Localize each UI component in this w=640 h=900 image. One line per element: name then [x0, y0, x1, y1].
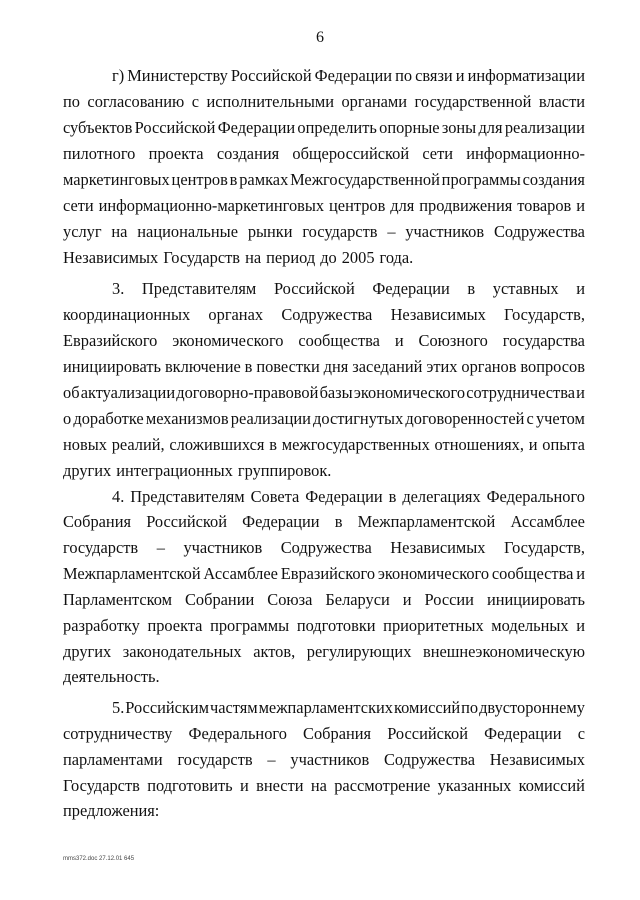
- word: и: [455, 66, 465, 85]
- word: базы: [319, 383, 353, 402]
- text-line: [63, 144, 585, 164]
- word: рынки: [247, 222, 293, 241]
- text-line: [63, 409, 585, 429]
- word: Содружества: [383, 750, 475, 769]
- word: инициировать: [63, 357, 162, 376]
- word: Российским: [125, 698, 210, 717]
- word: и: [576, 279, 585, 298]
- word: подготовки: [296, 616, 376, 635]
- word: Российской: [230, 66, 312, 85]
- word: Совета: [250, 487, 300, 506]
- word: г): [112, 66, 125, 85]
- word: реализации: [230, 409, 311, 428]
- word: экономического: [353, 383, 466, 402]
- word: с: [526, 409, 534, 428]
- word: экономического: [172, 331, 284, 350]
- word: зоны: [441, 118, 477, 137]
- word: дня: [323, 357, 349, 376]
- word: Независимых: [63, 248, 159, 267]
- word: пилотного: [63, 144, 136, 163]
- word: участников: [405, 222, 485, 241]
- word: в: [334, 512, 343, 531]
- word: 3.: [112, 279, 125, 298]
- word: Федерации: [242, 512, 320, 531]
- word: Беларуси: [325, 590, 390, 609]
- word: центров: [171, 170, 228, 189]
- word: по: [461, 698, 479, 717]
- word: координационных: [63, 305, 191, 324]
- word: Государств,: [504, 538, 585, 557]
- text-line: [63, 222, 585, 242]
- word: субъектов: [63, 118, 133, 137]
- word: Государств: [163, 248, 241, 267]
- word: национальные: [137, 222, 238, 241]
- document-footer-code: mms372.doc 27.12.01 645: [63, 856, 135, 862]
- word: Федерального: [486, 487, 585, 506]
- word: Независимых: [390, 305, 486, 324]
- word: –: [387, 222, 396, 241]
- text-line: [63, 512, 585, 532]
- word: частям: [209, 698, 258, 717]
- word: подготовить: [147, 776, 233, 795]
- word: указанных: [437, 776, 512, 795]
- text-line: [112, 279, 585, 299]
- text-line: [63, 383, 585, 403]
- word: опыта: [542, 435, 585, 454]
- text-line: [63, 331, 585, 351]
- word: связи: [415, 66, 453, 85]
- word: и: [394, 331, 404, 350]
- word: Федерации: [217, 118, 296, 137]
- word: заседаний: [352, 357, 423, 376]
- word: отношениях,: [434, 435, 524, 454]
- word: проекта: [148, 144, 204, 163]
- word: определить: [297, 118, 377, 137]
- page-number: 6: [316, 29, 324, 46]
- text-line: [63, 616, 585, 636]
- word: сообщества: [491, 564, 574, 583]
- word: новых: [63, 435, 107, 454]
- word: делегациях: [402, 487, 481, 506]
- word: Федерации: [372, 279, 450, 298]
- word: 2005: [341, 248, 375, 267]
- word: Российской: [134, 118, 216, 137]
- word: Ассамблее: [203, 564, 278, 583]
- text-line: [63, 538, 585, 558]
- word: Российской: [146, 512, 227, 531]
- word: Межпарламентской: [63, 564, 201, 583]
- word: других: [63, 642, 112, 661]
- text-line: [63, 118, 585, 138]
- word: механизмов: [145, 409, 229, 428]
- word: Представителям: [141, 279, 257, 298]
- word: с: [191, 92, 200, 111]
- word: государственной: [414, 92, 532, 111]
- word: информационно-маркетинговых: [98, 196, 325, 215]
- word: создания: [522, 170, 585, 189]
- word: межпарламентских: [258, 698, 394, 717]
- word: Российской: [387, 724, 468, 743]
- word: продвижения: [419, 196, 513, 215]
- word: модельных: [491, 616, 569, 635]
- word: Содружества: [493, 222, 585, 241]
- word: по: [63, 92, 80, 111]
- word: договорно-правовой: [176, 383, 319, 402]
- word: договоренностей: [405, 409, 525, 428]
- text-line: [63, 590, 585, 610]
- word: включение: [164, 357, 241, 376]
- word: сети: [422, 144, 453, 163]
- word: на: [245, 248, 262, 267]
- word: уставных: [492, 279, 559, 298]
- word: в: [269, 435, 277, 454]
- word: Межпарламентской: [357, 512, 496, 531]
- word: Содружества: [281, 305, 373, 324]
- word: товаров: [517, 196, 572, 215]
- word: Федерации: [314, 66, 393, 85]
- word: Представителям: [130, 487, 245, 506]
- word: сотрудничеству: [63, 724, 173, 743]
- word: Государств: [63, 776, 140, 795]
- word: маркетинговых: [63, 170, 170, 189]
- text-line: [63, 435, 585, 455]
- word: государств: [63, 538, 139, 557]
- word: на: [111, 222, 128, 241]
- text-line: [63, 196, 585, 216]
- word: рамках: [239, 170, 289, 189]
- word: Евразийского: [63, 331, 158, 350]
- text-line: [112, 66, 585, 86]
- word: вопросов: [520, 357, 585, 376]
- word: сообщества: [298, 331, 380, 350]
- word: деятельность.: [63, 667, 160, 686]
- word: Независимых: [489, 750, 585, 769]
- word: достигнутых: [313, 409, 404, 428]
- word: комиссий: [518, 776, 585, 795]
- word: Государств,: [504, 305, 585, 324]
- word: разработку: [63, 616, 140, 635]
- word: и: [576, 196, 585, 215]
- word: для: [478, 118, 503, 137]
- word: программы: [441, 170, 521, 189]
- text-line: [63, 667, 585, 687]
- word: группировок.: [237, 461, 332, 480]
- text-line: [63, 564, 585, 584]
- word: инициировать: [486, 590, 585, 609]
- word: сложившихся: [169, 435, 265, 454]
- text-line: [63, 357, 585, 377]
- word: года.: [379, 248, 414, 267]
- word: и: [576, 383, 585, 402]
- word: комиссий: [393, 698, 461, 717]
- word: парламентами: [63, 750, 163, 769]
- word: сети: [63, 196, 94, 215]
- word: органах: [208, 305, 264, 324]
- word: реализации: [504, 118, 585, 137]
- word: рассмотрение: [334, 776, 431, 795]
- text-line: [63, 724, 585, 744]
- word: общероссийской: [292, 144, 410, 163]
- word: –: [156, 538, 165, 557]
- text-line: [63, 750, 585, 770]
- word: Собрании: [185, 590, 255, 609]
- word: Федерации: [484, 724, 562, 743]
- word: до: [320, 248, 337, 267]
- word: актуализации: [80, 383, 176, 402]
- word: в: [244, 357, 253, 376]
- word: двустороннему: [479, 698, 585, 717]
- word: и: [402, 590, 412, 609]
- text-line: [112, 487, 585, 507]
- word: Собрания: [303, 724, 372, 743]
- word: и: [576, 564, 585, 583]
- word: этих: [426, 357, 458, 376]
- word: Ассамблее: [510, 512, 585, 531]
- text-line: [63, 305, 585, 325]
- word: регулирующих: [306, 642, 412, 661]
- word: и: [528, 435, 538, 454]
- word: об: [63, 383, 80, 402]
- word: согласованию: [87, 92, 185, 111]
- word: 4.: [112, 487, 125, 506]
- text-line: [63, 801, 585, 821]
- word: внести: [256, 776, 304, 795]
- word: с: [577, 724, 585, 743]
- word: Союза: [267, 590, 313, 609]
- word: программы: [210, 616, 290, 635]
- word: государств: [177, 750, 253, 769]
- word: Федерального: [188, 724, 287, 743]
- word: государств: [302, 222, 378, 241]
- word: участников: [183, 538, 263, 557]
- word: исполнительными: [206, 92, 335, 111]
- word: учетом: [535, 409, 585, 428]
- word: в: [388, 487, 397, 506]
- word: информационно-: [466, 144, 585, 163]
- word: и: [576, 616, 585, 635]
- text-line: [63, 642, 585, 662]
- word: проекта: [147, 616, 203, 635]
- word: Российской: [273, 279, 355, 298]
- word: по: [395, 66, 413, 85]
- word: создания: [216, 144, 280, 163]
- word: Собрания: [63, 512, 132, 531]
- word: доработке: [73, 409, 144, 428]
- word: для: [390, 196, 415, 215]
- text-line: [63, 92, 585, 112]
- word: реалий,: [111, 435, 165, 454]
- word: внешнеэкономическую: [422, 642, 585, 661]
- text-line: [63, 170, 585, 190]
- word: законодательных: [122, 642, 242, 661]
- word: интеграционных: [116, 461, 233, 480]
- word: 5.: [112, 698, 125, 717]
- word: Министерству: [127, 66, 228, 85]
- word: информатизации: [467, 66, 585, 85]
- word: России: [424, 590, 474, 609]
- word: на: [310, 776, 327, 795]
- word: повестки: [256, 357, 320, 376]
- word: Союзного: [418, 331, 488, 350]
- word: –: [267, 750, 276, 769]
- word: Межгосударственной: [290, 170, 440, 189]
- word: в: [467, 279, 476, 298]
- text-line: [112, 698, 585, 718]
- word: актов,: [253, 642, 296, 661]
- word: услуг: [63, 222, 102, 241]
- text-line: [63, 776, 585, 796]
- word: в: [229, 170, 238, 189]
- text-line: [63, 461, 585, 481]
- word: предложения:: [63, 801, 160, 820]
- word: Парламентском: [63, 590, 172, 609]
- word: власти: [538, 92, 585, 111]
- word: опорные: [379, 118, 440, 137]
- word: межгосударственных: [281, 435, 430, 454]
- word: государства: [502, 331, 585, 350]
- word: о: [63, 409, 72, 428]
- word: и: [239, 776, 249, 795]
- text-line: [63, 248, 585, 268]
- word: период: [266, 248, 316, 267]
- word: Содружества: [280, 538, 372, 557]
- word: сотрудничества: [466, 383, 575, 402]
- word: центров: [329, 196, 386, 215]
- word: приоритетных: [383, 616, 484, 635]
- word: Евразийского: [280, 564, 376, 583]
- word: органами: [341, 92, 408, 111]
- word: Федерации: [305, 487, 383, 506]
- word: других: [63, 461, 112, 480]
- word: экономического: [377, 564, 490, 583]
- word: участников: [290, 750, 370, 769]
- word: органов: [461, 357, 517, 376]
- word: Независимых: [390, 538, 486, 557]
